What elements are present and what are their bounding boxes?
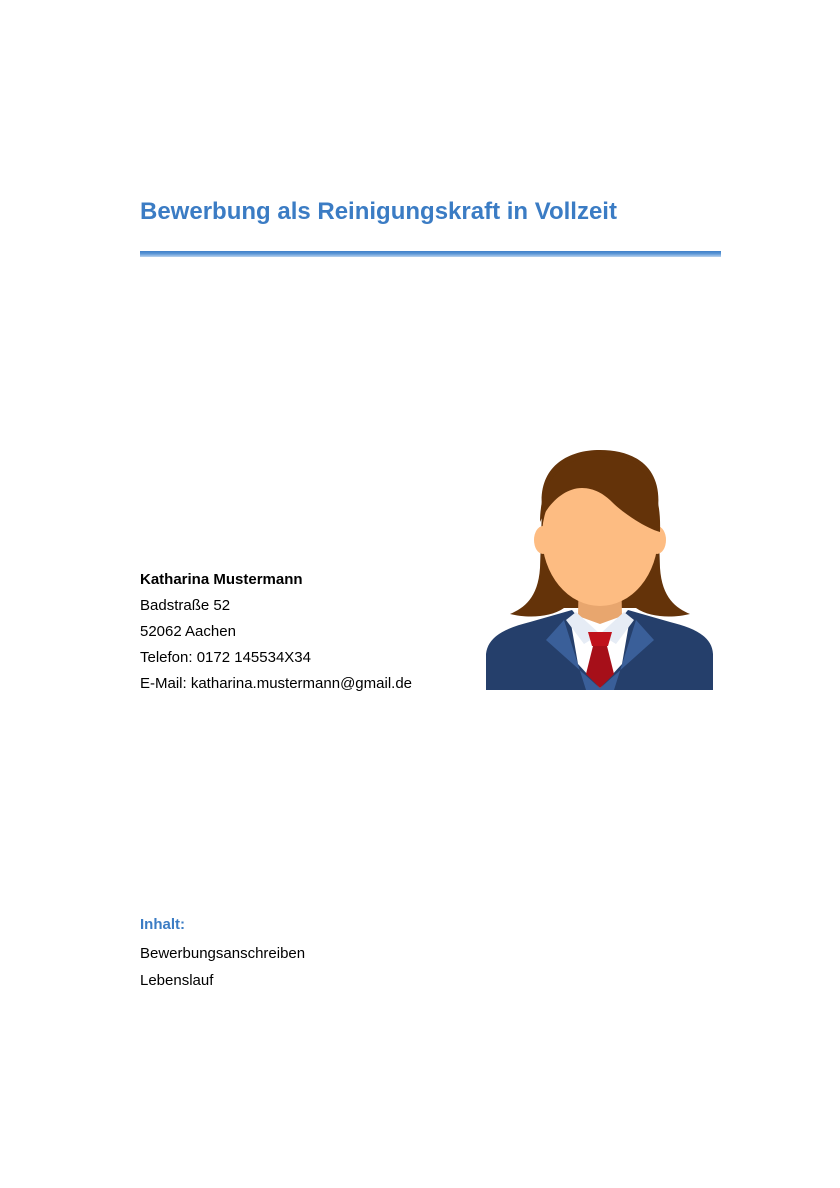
document-title: Bewerbung als Reinigungskraft in Vollzeit [140,198,617,225]
applicant-name: Katharina Mustermann [140,571,303,588]
contents-heading: Inhalt: [140,916,185,933]
businesswoman-avatar-icon [486,448,714,690]
applicant-phone: Telefon: 0172 145534X34 [140,649,311,666]
contents-block [140,915,305,998]
applicant-email: E-Mail: katharina.mustermann@gmail.de [140,675,412,692]
contents-item-cv: Lebenslauf [140,972,214,989]
contents-item-cover-letter: Bewerbungsanschreiben [140,945,306,962]
applicant-city: 52062 Aachen [140,623,236,640]
contact-block [140,570,412,700]
applicant-street: Badstraße 52 [140,597,231,614]
tie-knot [588,632,612,646]
title-divider [140,251,721,257]
